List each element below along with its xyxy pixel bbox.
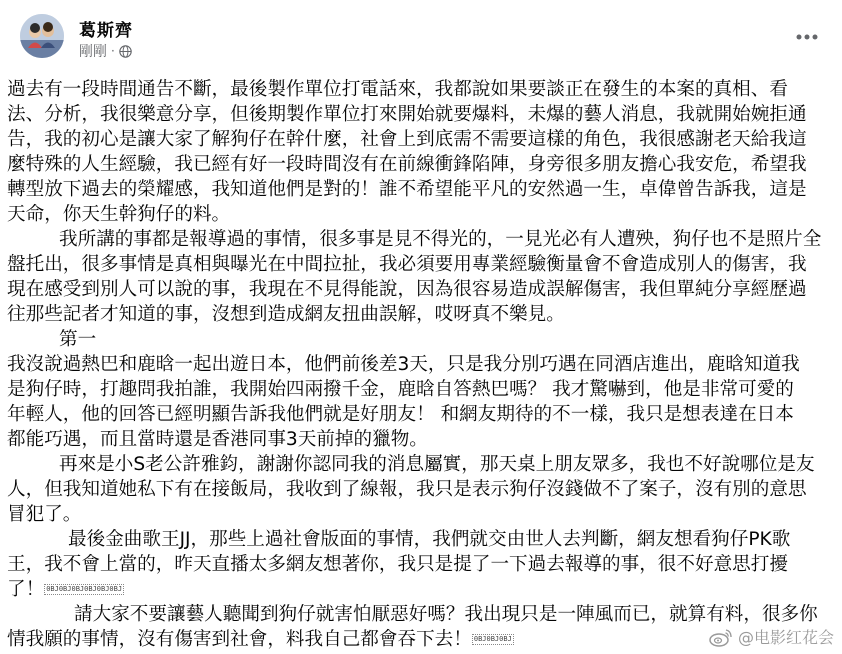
watermark <box>709 625 834 648</box>
paragraph-3: 我沒說過熱巴和鹿晗一起出遊日本，他們前後差3天，只是我分別巧遇在同酒店進出，鹿晗知道我 是狗仔時，打趣問我拍誰，我開始四兩撥千金，鹿晗自答熱巴嗎？ 我才驚嚇到，他是非常可愛的 年輕人，他的回答已經明顯告訴我他們就是好朋友！ 和網友期待的不一樣，我只是想表達在日本 都能巧遇，而且當時還是香港同事3天前掉的獵物。 <box>7 354 800 450</box>
paragraph-1: 過去有一段時間通告不斷，最後製作單位打電話來，我都說如果要談正在發生的本案的真相、看 法、分析，我很樂意分享，但後期製作單位打來開始就要爆料，未爆的藝人消息，我就開始婉拒通 告，我的初心是讓大家了解狗仔在幹什麼，社會上到底需不需要這樣的角色，我很感謝老天給我這 麼特殊的人生經驗，我已經有好一段時間沒有在前線衝鋒陷陣，身旁很多朋友擔心我安危，希望我 轉型放下過去的榮耀感，我知道他們是對的！誰不希望能平凡的安然過一生，卓偉曾告訴我，這是 天命，你天生幹狗仔的料。 <box>7 79 807 225</box>
paragraph-2: 我所講的事都是報導過的事情，很多事是見不得光的，一見光必有人遭殃，狗仔也不是照片全 盤托出，很多事情是真相與曝光在中間拉扯，我必須要用專業經驗衡量會不會造成別人的傷害，我 現在感受到別人可以說的事，我現在不見得能說，因為很容易造成誤解傷害，我但單純分享經歷過 往那些記者才知道的事，沒想到造成網友扭曲誤解，哎呀真不樂見。 <box>7 229 822 325</box>
more-options-button[interactable] <box>792 22 822 52</box>
author-name[interactable]: 葛斯齊 <box>79 21 133 41</box>
watermark-text: @电影红花会 <box>737 628 834 647</box>
more-horizontal-icon <box>796 33 818 41</box>
post-meta <box>79 41 132 61</box>
globe-icon <box>119 45 132 58</box>
avatar-image <box>20 14 64 58</box>
post-body <box>7 77 833 652</box>
paragraph-5 <box>7 527 833 602</box>
emoji-placeholder-strip: 0BJ0BJ0BJ0BJ0BJ0BJ <box>46 585 123 593</box>
meta-separator: · <box>111 44 115 58</box>
author-avatar[interactable] <box>20 14 64 58</box>
paragraph-6-text: 請大家不要讓藝人聽聞到狗仔就害怕厭惡好嗎？我出現只是一陣風而已，就算有料，很多你 情我願的事情，沒有傷害到社會，料我自己都會吞下去！ <box>7 604 818 650</box>
paragraph-4: 再來是小S老公許雅鈞，謝謝你認同我的消息屬實，那天桌上朋友眾多，我也不好說哪位是友 人，但我知道她私下有在接飯局，我收到了線報，我只是表示狗仔沒錢做不了案子，沒有別的意思 冒犯了。 <box>7 454 815 525</box>
post-timestamp[interactable]: 剛剛 <box>79 44 107 60</box>
weibo-icon <box>709 627 733 647</box>
emoji-placeholder-strip: 0BJ0BJ0BJ <box>473 635 512 643</box>
paragraph-5-text: 最後金曲歌王JJ，那些上過社會版面的事情，我們就交由世人去判斷，網友想看狗仔PK歌 王，我不會上當的，昨天直播太多網友想著你，我只是提了一下過去報導的事，很不好意思打擾 了！ <box>7 529 791 600</box>
paragraph-heading-first: 第一 <box>59 329 97 350</box>
